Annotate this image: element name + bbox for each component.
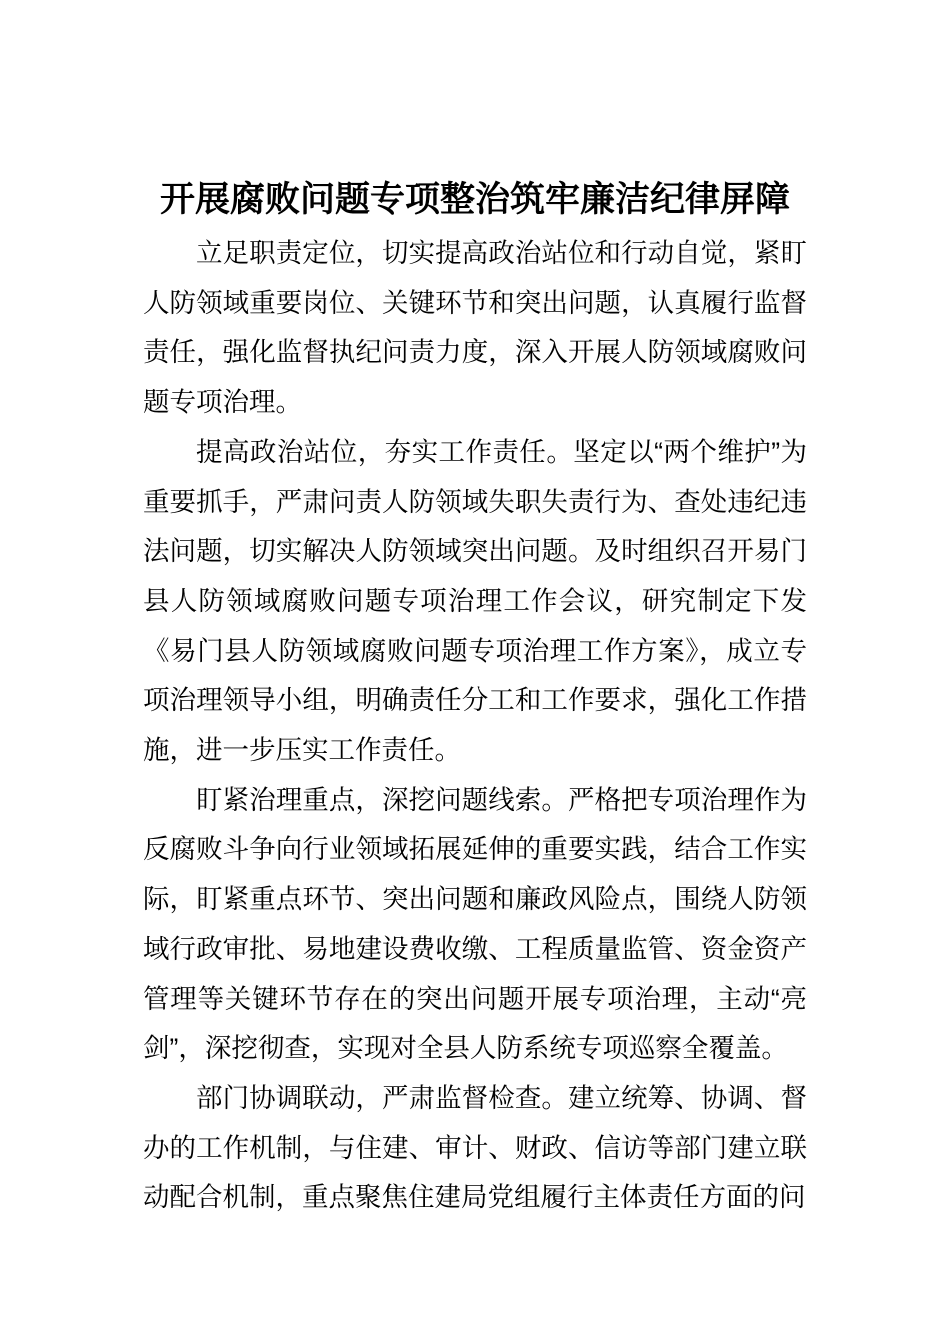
document-body <box>143 229 807 1223</box>
paragraph-3: 盯紧治理重点，深挖问题线索。严格把专项治理作为反腐败斗争向行业领域拓展延伸的重要实践，结合工作实际，盯紧重点环节、突出问题和廉政风险点，围绕人防领域行政审批、易地建设费收缴、工程质量监管、资金资产管理等关键环节存在的突出问题开展专项治理，主动“亮剑”，深挖彻查，实现对全县人防系统专项巡察全覆盖。 <box>143 784 807 1064</box>
document-title: 开展腐败问题专项整治筑牢廉洁纪律屏障 <box>159 180 790 219</box>
paragraph-1: 立足职责定位，切实提高政治站位和行动自觉，紧盯人防领域重要岗位、关键环节和突出问题，认真履行监督责任，强化监督执纪问责力度，深入开展人防领域腐败问题专项治理。 <box>143 238 807 418</box>
paragraph-4: 部门协调联动，严肃监督检查。建立统筹、协调、督办的工作机制，与住建、审计、财政、信访等部门建立联动配合机制，重点聚焦住建局党组履行主体责任方面的问 <box>143 1082 807 1213</box>
paragraph-2: 提高政治站位，夯实工作责任。坚定以“两个维护”为重要抓手，严肃问责人防领域失职失责行为、查处违纪违法问题，切实解决人防领域突出问题。及时组织召开易门县人防领域腐败问题专项治理工作会议，研究制定下发《易门县人防领域腐败问题专项治理工作方案》，成立专项治理领导小组，明确责任分工和工作要求，强化工作措施，进一步压实工作责任。 <box>143 436 807 766</box>
